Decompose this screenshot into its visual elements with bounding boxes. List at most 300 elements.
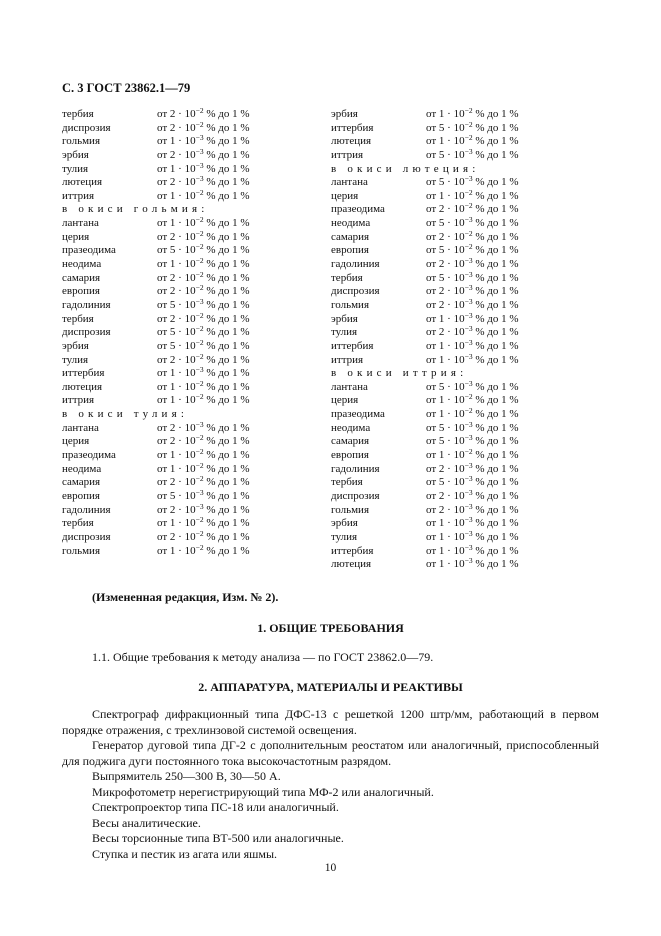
concentration-range: от $2 \cdot 10^{-2}$ % до 1 % — [157, 474, 250, 489]
element-name: самария — [331, 230, 370, 243]
mantissa: 2 — [169, 285, 176, 298]
mantissa: 1 — [169, 258, 176, 271]
section-2-paragraph: Весы торсионные типа ВТ-500 или аналогичные. — [92, 831, 344, 845]
range-to-label: % до 1 % — [475, 435, 519, 448]
mantissa: 5 — [438, 244, 445, 257]
element-row — [62, 367, 292, 381]
range-to-label: % до 1 % — [475, 217, 519, 230]
range-to-label: % до 1 % — [206, 394, 250, 407]
element-row — [62, 449, 292, 463]
element-row — [62, 285, 292, 299]
element-row — [62, 176, 292, 190]
exponent: −2 — [464, 242, 473, 252]
range-to-label: % до 1 % — [475, 176, 519, 189]
range-from-label: от — [426, 326, 437, 339]
exponent: −3 — [464, 487, 473, 497]
exponent: −3 — [464, 556, 473, 566]
exponent: −2 — [464, 201, 473, 211]
range-from-label: от — [426, 244, 437, 257]
exponent: −2 — [195, 228, 204, 238]
range-from-label: от — [426, 189, 437, 202]
mantissa: 2 — [169, 503, 176, 516]
range-to-label: % до 1 % — [206, 367, 250, 380]
range-to-label: % до 1 % — [206, 121, 250, 134]
element-name: гадолиния — [62, 298, 111, 311]
concentration-range: от $1 \cdot 10^{-3}$ % до 1 % — [157, 160, 250, 175]
mantissa: 2 — [169, 148, 176, 161]
element-name: неодима — [62, 462, 102, 475]
range-to-label: % до 1 % — [206, 339, 250, 352]
element-name: иттербия — [331, 121, 374, 134]
mantissa: 2 — [438, 326, 445, 339]
mantissa: 2 — [169, 530, 176, 543]
element-row — [331, 394, 561, 408]
oxide-heading-label: в окиси гольмия: — [62, 203, 209, 216]
left-column-list — [62, 108, 292, 558]
mantissa: 2 — [438, 298, 445, 311]
mantissa: 2 — [438, 258, 445, 271]
mantissa: 1 — [169, 217, 176, 230]
element-name: эрбия — [62, 148, 89, 161]
mantissa: 5 — [169, 326, 176, 339]
element-name: церия — [331, 394, 359, 407]
exponent: −2 — [195, 460, 204, 470]
range-to-label: % до 1 % — [206, 489, 250, 502]
mantissa: 5 — [438, 217, 445, 230]
range-from-label: от — [157, 326, 168, 339]
exponent: −2 — [195, 283, 204, 293]
element-row — [62, 460, 292, 477]
concentration-range: от $1 \cdot 10^{-3}$ % до 1 % — [426, 542, 519, 557]
element-name: лютеция — [62, 176, 103, 189]
range-to-label: % до 1 % — [475, 285, 519, 298]
mantissa: 5 — [169, 489, 176, 502]
concentration-range: от $1 \cdot 10^{-2}$ % до 1 % — [426, 392, 519, 407]
range-from-label: от — [426, 449, 437, 462]
element-name: диспрозия — [331, 489, 380, 502]
section-2-paragraph: Спектрограф дифракционный типа ДФС-13 с решеткой 1200 штр/мм, работающий в первом порядке отражения, с трехлинзовой системой освещения. — [62, 707, 599, 737]
mantissa: 1 — [169, 449, 176, 462]
element-row — [62, 528, 292, 545]
element-row — [331, 542, 561, 559]
element-row — [62, 217, 292, 231]
mantissa: 2 — [169, 353, 176, 366]
section-2-paragraph: Генератор дуговой типа ДГ-2 с дополнительным реостатом или аналогичный, приспособленный для поджига дуги постоянного тока высокочастотным разрядом. — [62, 738, 599, 768]
range-to-label: % до 1 % — [206, 353, 250, 366]
concentration-range: от $2 \cdot 10^{-2}$ % до 1 % — [157, 119, 250, 134]
range-to-label: % до 1 % — [206, 217, 250, 230]
range-to-label: % до 1 % — [475, 339, 519, 352]
mantissa: 1 — [169, 544, 176, 557]
element-name: церия — [62, 230, 90, 243]
concentration-range: от $2 \cdot 10^{-2}$ % до 1 % — [157, 433, 250, 448]
concentration-range: от $2 \cdot 10^{-2}$ % до 1 % — [426, 228, 519, 243]
element-name: лантана — [331, 176, 368, 189]
mantissa: 2 — [169, 435, 176, 448]
range-from-label: от — [157, 353, 168, 366]
exponent: −2 — [195, 474, 204, 484]
mantissa: 1 — [438, 312, 445, 325]
element-row — [62, 435, 292, 449]
element-name: гольмия — [331, 503, 370, 516]
element-name: иттрия — [331, 148, 364, 161]
range-to-label: % до 1 % — [475, 230, 519, 243]
element-row — [331, 135, 561, 149]
element-row — [331, 326, 561, 340]
section-2-body — [62, 707, 599, 862]
element-name: европия — [331, 449, 369, 462]
exponent: −2 — [195, 515, 204, 525]
range-to-label: % до 1 % — [206, 530, 250, 543]
element-name: лантана — [331, 380, 368, 393]
range-from-label: от — [157, 544, 168, 557]
element-name: тербия — [331, 476, 363, 489]
range-to-label: % до 1 % — [206, 135, 250, 148]
range-to-label: % до 1 % — [206, 312, 250, 325]
mantissa: 2 — [438, 462, 445, 475]
element-row — [331, 119, 561, 136]
mantissa: 1 — [438, 135, 445, 148]
mantissa: 1 — [438, 517, 445, 530]
element-name: тулия — [331, 530, 358, 543]
range-to-label: % до 1 % — [475, 517, 519, 530]
range-to-label: % до 1 % — [475, 298, 519, 311]
element-name: гольмия — [331, 298, 370, 311]
mantissa: 5 — [438, 476, 445, 489]
element-name: гадолиния — [331, 258, 380, 271]
mantissa: 5 — [438, 271, 445, 284]
exponent: −2 — [195, 392, 204, 402]
range-from-label: от — [426, 339, 437, 352]
element-row — [62, 296, 292, 313]
range-from-label: от — [157, 162, 168, 175]
range-to-label: % до 1 % — [475, 544, 519, 557]
element-row — [62, 310, 292, 327]
element-name: празеодима — [331, 203, 385, 216]
exponent: −3 — [464, 474, 473, 484]
exponent: −3 — [464, 296, 473, 306]
concentration-range: от $1 \cdot 10^{-3}$ % до 1 % — [157, 365, 250, 380]
concentration-range: от $2 \cdot 10^{-3}$ % до 1 % — [426, 283, 519, 298]
range-from-label: от — [157, 489, 168, 502]
element-row — [331, 244, 561, 258]
range-to-label: % до 1 % — [475, 271, 519, 284]
element-row — [331, 501, 561, 518]
range-to-label: % до 1 % — [475, 462, 519, 475]
range-to-label: % до 1 % — [475, 312, 519, 325]
mantissa: 2 — [169, 230, 176, 243]
mantissa: 5 — [438, 148, 445, 161]
exponent: −3 — [195, 133, 204, 143]
concentration-range: от $5 \cdot 10^{-2}$ % до 1 % — [157, 337, 250, 352]
concentration-range: от $2 \cdot 10^{-2}$ % до 1 % — [157, 528, 250, 543]
exponent: −2 — [195, 119, 204, 129]
mantissa: 1 — [169, 462, 176, 475]
element-row — [62, 394, 292, 408]
range-from-label: от — [426, 544, 437, 557]
element-row — [62, 228, 292, 245]
range-from-label: от — [426, 203, 437, 216]
range-from-label: от — [426, 394, 437, 407]
mantissa: 1 — [438, 394, 445, 407]
range-to-label: % до 1 % — [475, 503, 519, 516]
element-name: тербия — [62, 312, 94, 325]
element-name: иттрия — [62, 394, 95, 407]
element-name: самария — [62, 271, 101, 284]
element-name: гольмия — [62, 135, 101, 148]
mantissa: 5 — [438, 435, 445, 448]
mantissa: 5 — [438, 380, 445, 393]
range-from-label: от — [157, 271, 168, 284]
range-to-label: % до 1 % — [475, 476, 519, 489]
exponent: −2 — [195, 542, 204, 552]
page-number: 10 — [324, 862, 337, 874]
concentration-range: от $5 \cdot 10^{-3}$ % до 1 % — [157, 296, 250, 311]
element-name: европия — [62, 489, 100, 502]
page-header: С. 3 ГОСТ 23862.1—79 — [62, 81, 191, 95]
range-from-label: от — [426, 380, 437, 393]
mantissa: 2 — [438, 285, 445, 298]
range-to-label: % до 1 % — [475, 203, 519, 216]
mantissa: 2 — [438, 230, 445, 243]
mantissa: 2 — [438, 503, 445, 516]
oxide-heading — [62, 408, 292, 422]
mantissa: 5 — [438, 121, 445, 134]
concentration-range: от $5 \cdot 10^{-2}$ % до 1 % — [157, 324, 250, 339]
mantissa: 2 — [169, 271, 176, 284]
element-name: диспрозия — [62, 530, 111, 543]
element-name: иттербия — [331, 544, 374, 557]
range-from-label: от — [157, 217, 168, 230]
element-name: гольмия — [62, 544, 101, 557]
section-2-paragraph: Спектропроектор типа ПС-18 или аналогичный. — [92, 800, 339, 814]
range-from-label: от — [426, 298, 437, 311]
exponent: −3 — [464, 324, 473, 334]
element-row — [62, 517, 292, 531]
exponent: −3 — [195, 487, 204, 497]
concentration-range: от $1 \cdot 10^{-3}$ % до 1 % — [426, 337, 519, 352]
concentration-range: от $1 \cdot 10^{-2}$ % до 1 % — [157, 378, 250, 393]
range-to-label: % до 1 % — [206, 517, 250, 530]
mantissa: 1 — [438, 408, 445, 421]
element-row — [62, 337, 292, 354]
range-from-label: от — [426, 435, 437, 448]
exponent: −3 — [464, 433, 473, 443]
range-from-label: от — [157, 421, 168, 434]
element-row — [331, 517, 561, 531]
range-from-label: от — [157, 230, 168, 243]
range-from-label: от — [157, 367, 168, 380]
exponent: −3 — [464, 419, 473, 429]
oxide-heading-label: в окиси иттрия: — [331, 367, 468, 380]
element-name: лютеция — [62, 380, 103, 393]
exponent: −2 — [464, 187, 473, 197]
range-to-label: % до 1 % — [475, 326, 519, 339]
element-name: неодима — [62, 258, 102, 271]
element-name: тулия — [331, 326, 358, 339]
exponent: −2 — [195, 433, 204, 443]
range-from-label: от — [426, 176, 437, 189]
range-to-label: % до 1 % — [475, 530, 519, 543]
concentration-range: от $1 \cdot 10^{-2}$ % до 1 % — [426, 106, 519, 120]
mantissa: 2 — [438, 203, 445, 216]
concentration-range: от $5 \cdot 10^{-2}$ % до 1 % — [426, 119, 519, 134]
oxide-heading — [331, 367, 561, 381]
element-row — [331, 558, 561, 572]
range-to-label: % до 1 % — [475, 244, 519, 257]
mantissa: 1 — [169, 394, 176, 407]
concentration-range: от $2 \cdot 10^{-3}$ % до 1 % — [426, 460, 519, 475]
range-from-label: от — [426, 517, 437, 530]
element-name: иттрия — [331, 353, 364, 366]
mantissa: 2 — [169, 476, 176, 489]
element-name: неодима — [331, 421, 371, 434]
range-to-label: % до 1 % — [206, 271, 250, 284]
range-to-label: % до 1 % — [475, 408, 519, 421]
concentration-range: от $1 \cdot 10^{-3}$ % до 1 % — [426, 310, 519, 325]
mantissa: 2 — [438, 489, 445, 502]
concentration-range: от $1 \cdot 10^{-2}$ % до 1 % — [426, 133, 519, 148]
range-to-label: % до 1 % — [475, 121, 519, 134]
exponent: −2 — [464, 106, 473, 115]
range-to-label: % до 1 % — [206, 162, 250, 175]
amendment-note: (Измененная редакция, Изм. № 2). — [92, 590, 279, 604]
range-to-label: % до 1 % — [206, 449, 250, 462]
range-from-label: от — [426, 121, 437, 134]
range-to-label: % до 1 % — [206, 544, 250, 557]
element-row — [331, 296, 561, 313]
range-from-label: от — [157, 258, 168, 271]
exponent: −3 — [464, 174, 473, 184]
exponent: −3 — [464, 460, 473, 470]
exponent: −3 — [195, 419, 204, 429]
element-row — [331, 258, 561, 272]
section-1-paragraph: 1.1. Общие требования к методу анализа — по ГОСТ 23862.0—79. — [92, 650, 434, 664]
element-row — [62, 135, 292, 149]
element-row — [331, 146, 561, 163]
range-from-label: от — [426, 462, 437, 475]
range-to-label: % до 1 % — [475, 258, 519, 271]
element-row — [331, 310, 561, 327]
range-to-label: % до 1 % — [206, 503, 250, 516]
exponent: −2 — [195, 256, 204, 266]
element-name: церия — [62, 435, 90, 448]
mantissa: 2 — [169, 421, 176, 434]
mantissa: 1 — [438, 189, 445, 202]
concentration-range: от $1 \cdot 10^{-2}$ % до 1 % — [157, 392, 250, 407]
element-name: празеодима — [62, 449, 116, 462]
mantissa: 1 — [169, 367, 176, 380]
element-row — [331, 476, 561, 490]
oxide-heading — [62, 203, 292, 217]
concentration-range: от $1 \cdot 10^{-3}$ % до 1 % — [426, 556, 519, 571]
concentration-range: от $1 \cdot 10^{-3}$ % до 1 % — [426, 351, 519, 366]
element-row — [331, 285, 561, 299]
exponent: −3 — [464, 528, 473, 538]
range-to-label: % до 1 % — [475, 189, 519, 202]
range-from-label: от — [157, 476, 168, 489]
range-from-label: от — [157, 517, 168, 530]
element-name: гадолиния — [62, 503, 111, 516]
exponent: −2 — [464, 406, 473, 416]
mantissa: 1 — [169, 135, 176, 148]
range-to-label: % до 1 % — [206, 258, 250, 271]
exponent: −3 — [195, 296, 204, 306]
element-name: европия — [62, 285, 100, 298]
range-from-label: от — [426, 108, 437, 120]
element-name: тулия — [62, 353, 89, 366]
element-row — [331, 176, 561, 190]
range-from-label: от — [157, 449, 168, 462]
element-row — [62, 487, 292, 504]
concentration-range: от $2 \cdot 10^{-3}$ % до 1 % — [157, 146, 250, 161]
mantissa: 1 — [169, 162, 176, 175]
concentration-range: от $1 \cdot 10^{-2}$ % до 1 % — [157, 460, 250, 475]
range-from-label: от — [426, 271, 437, 284]
element-name: тербия — [62, 108, 94, 120]
oxide-heading-label: в окиси тулия: — [62, 408, 189, 421]
exponent: −3 — [464, 283, 473, 293]
concentration-range: от $1 \cdot 10^{-2}$ % до 1 % — [157, 187, 250, 202]
mantissa: 1 — [438, 544, 445, 557]
range-from-label: от — [426, 217, 437, 230]
range-from-label: от — [426, 476, 437, 489]
mantissa: 1 — [438, 339, 445, 352]
element-row — [331, 435, 561, 449]
range-from-label: от — [157, 108, 168, 120]
range-to-label: % до 1 % — [475, 558, 519, 571]
exponent: −2 — [195, 106, 204, 115]
range-from-label: от — [426, 421, 437, 434]
element-row — [331, 460, 561, 477]
mantissa: 1 — [438, 449, 445, 462]
element-name: празеодима — [62, 244, 116, 257]
mantissa: 2 — [169, 108, 176, 120]
range-to-label: % до 1 % — [206, 244, 250, 257]
range-to-label: % до 1 % — [475, 148, 519, 161]
element-row — [331, 228, 561, 245]
exponent: −2 — [464, 228, 473, 238]
element-row — [62, 108, 292, 122]
element-name: иттербия — [62, 367, 105, 380]
element-row — [62, 187, 292, 204]
element-row — [331, 108, 561, 122]
range-to-label: % до 1 % — [206, 148, 250, 161]
concentration-range: от $1 \cdot 10^{-3}$ % до 1 % — [426, 515, 519, 530]
range-to-label: % до 1 % — [206, 285, 250, 298]
element-name: лантана — [62, 421, 99, 434]
element-row — [331, 408, 561, 422]
exponent: −2 — [195, 528, 204, 538]
range-from-label: от — [157, 394, 168, 407]
element-name: диспрозия — [331, 285, 380, 298]
concentration-range: от $2 \cdot 10^{-2}$ % до 1 % — [157, 269, 250, 284]
range-to-label: % до 1 % — [206, 176, 250, 189]
concentration-range: от $2 \cdot 10^{-2}$ % до 1 % — [157, 283, 250, 298]
exponent: −3 — [195, 160, 204, 170]
range-to-label: % до 1 % — [475, 108, 519, 120]
range-from-label: от — [426, 135, 437, 148]
element-row — [62, 258, 292, 272]
range-from-label: от — [157, 176, 168, 189]
element-name: гадолиния — [331, 462, 380, 475]
exponent: −2 — [464, 447, 473, 457]
range-from-label: от — [157, 135, 168, 148]
exponent: −3 — [464, 515, 473, 525]
concentration-range: от $5 \cdot 10^{-3}$ % до 1 % — [426, 474, 519, 489]
concentration-range: от $5 \cdot 10^{-2}$ % до 1 % — [426, 242, 519, 257]
element-row — [331, 187, 561, 204]
